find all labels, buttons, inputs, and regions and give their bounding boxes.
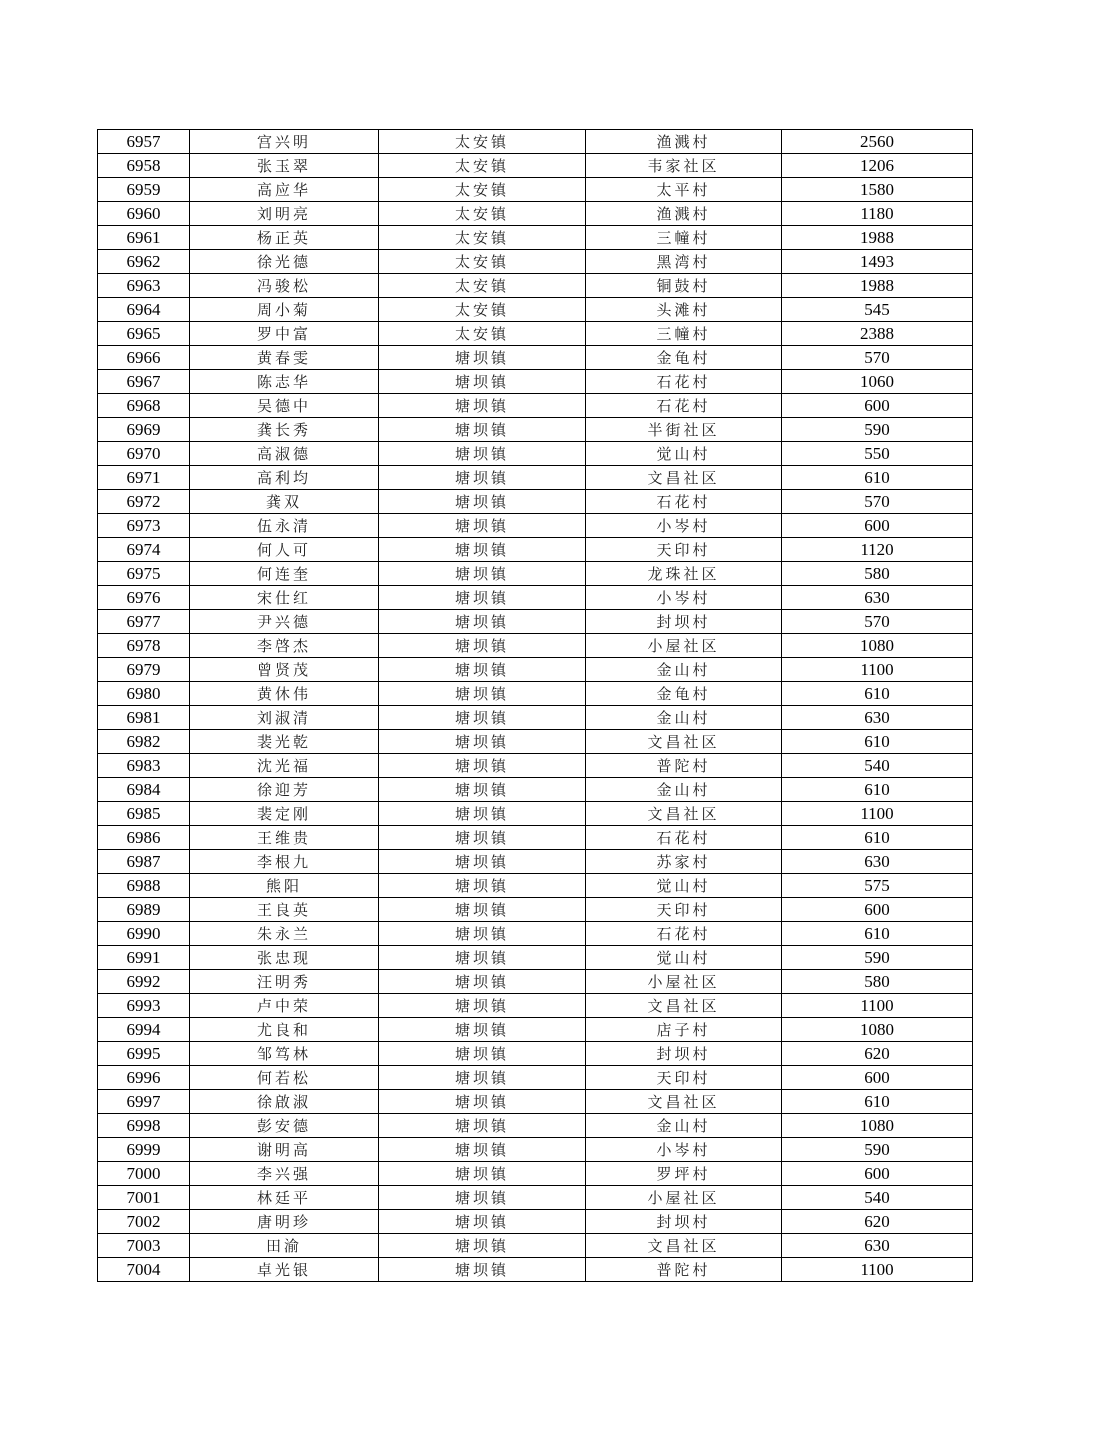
table-body: [98, 130, 973, 1282]
town-cell: 塘坝镇: [379, 1090, 586, 1114]
town-cell: 塘坝镇: [379, 898, 586, 922]
town-cell: 太安镇: [379, 130, 586, 154]
table-row: [98, 922, 973, 946]
name-cell: 徐啟淑: [190, 1090, 379, 1114]
town-cell: 太安镇: [379, 154, 586, 178]
table-row: [98, 370, 973, 394]
amount-cell: 580: [782, 970, 973, 994]
row-number-cell: 6976: [98, 586, 190, 610]
amount-cell: 1988: [782, 226, 973, 250]
row-number-cell: 6990: [98, 922, 190, 946]
table-row: [98, 802, 973, 826]
village-cell: 金山村: [586, 778, 782, 802]
amount-cell: 1100: [782, 658, 973, 682]
table-row: [98, 634, 973, 658]
village-cell: 铜鼓村: [586, 274, 782, 298]
table-row: [98, 514, 973, 538]
row-number-cell: 7004: [98, 1258, 190, 1282]
name-cell: 何人可: [190, 538, 379, 562]
table-row: [98, 1210, 973, 1234]
table-row: [98, 178, 973, 202]
row-number-cell: 6988: [98, 874, 190, 898]
village-cell: 渔溅村: [586, 202, 782, 226]
amount-cell: 2388: [782, 322, 973, 346]
amount-cell: 630: [782, 706, 973, 730]
village-cell: 觉山村: [586, 442, 782, 466]
town-cell: 塘坝镇: [379, 826, 586, 850]
name-cell: 尹兴德: [190, 610, 379, 634]
table-row: [98, 346, 973, 370]
village-cell: 小岑村: [586, 1138, 782, 1162]
row-number-cell: 6980: [98, 682, 190, 706]
amount-cell: 540: [782, 1186, 973, 1210]
amount-cell: 2560: [782, 130, 973, 154]
row-number-cell: 6968: [98, 394, 190, 418]
amount-cell: 590: [782, 418, 973, 442]
row-number-cell: 6961: [98, 226, 190, 250]
name-cell: 李兴强: [190, 1162, 379, 1186]
name-cell: 刘明亮: [190, 202, 379, 226]
village-cell: 小屋社区: [586, 1186, 782, 1210]
row-number-cell: 6979: [98, 658, 190, 682]
village-cell: 半街社区: [586, 418, 782, 442]
amount-cell: 1493: [782, 250, 973, 274]
row-number-cell: 6969: [98, 418, 190, 442]
village-cell: 石花村: [586, 394, 782, 418]
amount-cell: 570: [782, 610, 973, 634]
town-cell: 塘坝镇: [379, 850, 586, 874]
name-cell: 卓光银: [190, 1258, 379, 1282]
row-number-cell: 6972: [98, 490, 190, 514]
village-cell: 石花村: [586, 922, 782, 946]
table-row: [98, 466, 973, 490]
row-number-cell: 7001: [98, 1186, 190, 1210]
name-cell: 刘淑清: [190, 706, 379, 730]
row-number-cell: 6960: [98, 202, 190, 226]
town-cell: 塘坝镇: [379, 730, 586, 754]
table-row: [98, 778, 973, 802]
town-cell: 塘坝镇: [379, 706, 586, 730]
village-cell: 苏家村: [586, 850, 782, 874]
name-cell: 吴德中: [190, 394, 379, 418]
name-cell: 宋仕红: [190, 586, 379, 610]
village-cell: 金山村: [586, 706, 782, 730]
table-row: [98, 898, 973, 922]
name-cell: 陈志华: [190, 370, 379, 394]
village-cell: 黑湾村: [586, 250, 782, 274]
table-row: [98, 586, 973, 610]
name-cell: 周小菊: [190, 298, 379, 322]
village-cell: 太平村: [586, 178, 782, 202]
town-cell: 塘坝镇: [379, 490, 586, 514]
town-cell: 塘坝镇: [379, 1042, 586, 1066]
row-number-cell: 6991: [98, 946, 190, 970]
row-number-cell: 6995: [98, 1042, 190, 1066]
row-number-cell: 6977: [98, 610, 190, 634]
amount-cell: 630: [782, 850, 973, 874]
town-cell: 塘坝镇: [379, 658, 586, 682]
town-cell: 太安镇: [379, 298, 586, 322]
table-row: [98, 1258, 973, 1282]
village-cell: 头滩村: [586, 298, 782, 322]
village-cell: 小岑村: [586, 586, 782, 610]
row-number-cell: 6982: [98, 730, 190, 754]
name-cell: 裴定刚: [190, 802, 379, 826]
village-cell: 石花村: [586, 490, 782, 514]
village-cell: 石花村: [586, 370, 782, 394]
town-cell: 塘坝镇: [379, 586, 586, 610]
village-cell: 普陀村: [586, 754, 782, 778]
row-number-cell: 6957: [98, 130, 190, 154]
name-cell: 裴光乾: [190, 730, 379, 754]
name-cell: 王维贵: [190, 826, 379, 850]
town-cell: 塘坝镇: [379, 466, 586, 490]
town-cell: 塘坝镇: [379, 802, 586, 826]
table-row: [98, 154, 973, 178]
row-number-cell: 6987: [98, 850, 190, 874]
town-cell: 塘坝镇: [379, 1210, 586, 1234]
amount-cell: 1180: [782, 202, 973, 226]
village-cell: 韦家社区: [586, 154, 782, 178]
row-number-cell: 6984: [98, 778, 190, 802]
amount-cell: 620: [782, 1042, 973, 1066]
amount-cell: 1080: [782, 1114, 973, 1138]
table-row: [98, 538, 973, 562]
village-cell: 三幢村: [586, 226, 782, 250]
amount-cell: 600: [782, 898, 973, 922]
name-cell: 朱永兰: [190, 922, 379, 946]
village-cell: 小屋社区: [586, 634, 782, 658]
amount-cell: 1206: [782, 154, 973, 178]
town-cell: 塘坝镇: [379, 562, 586, 586]
amount-cell: 570: [782, 346, 973, 370]
name-cell: 伍永清: [190, 514, 379, 538]
table-row: [98, 274, 973, 298]
amount-cell: 1080: [782, 634, 973, 658]
town-cell: 塘坝镇: [379, 514, 586, 538]
row-number-cell: 6966: [98, 346, 190, 370]
row-number-cell: 6998: [98, 1114, 190, 1138]
table-row: [98, 322, 973, 346]
name-cell: 徐迎芳: [190, 778, 379, 802]
amount-cell: 600: [782, 1162, 973, 1186]
amount-cell: 570: [782, 490, 973, 514]
table-row: [98, 250, 973, 274]
village-cell: 文昌社区: [586, 1234, 782, 1258]
amount-cell: 610: [782, 826, 973, 850]
town-cell: 塘坝镇: [379, 1186, 586, 1210]
amount-cell: 610: [782, 682, 973, 706]
town-cell: 塘坝镇: [379, 418, 586, 442]
table-row: [98, 682, 973, 706]
town-cell: 塘坝镇: [379, 442, 586, 466]
village-cell: 小屋社区: [586, 970, 782, 994]
table-row: [98, 706, 973, 730]
village-cell: 龙珠社区: [586, 562, 782, 586]
row-number-cell: 6993: [98, 994, 190, 1018]
name-cell: 张玉翠: [190, 154, 379, 178]
town-cell: 塘坝镇: [379, 682, 586, 706]
town-cell: 塘坝镇: [379, 946, 586, 970]
table-row: [98, 226, 973, 250]
amount-cell: 1060: [782, 370, 973, 394]
row-number-cell: 6989: [98, 898, 190, 922]
town-cell: 太安镇: [379, 226, 586, 250]
town-cell: 塘坝镇: [379, 1258, 586, 1282]
table-row: [98, 1138, 973, 1162]
amount-cell: 590: [782, 946, 973, 970]
row-number-cell: 6962: [98, 250, 190, 274]
row-number-cell: 6959: [98, 178, 190, 202]
table-row: [98, 562, 973, 586]
name-cell: 李啓杰: [190, 634, 379, 658]
village-cell: 天印村: [586, 538, 782, 562]
row-number-cell: 6992: [98, 970, 190, 994]
village-cell: 觉山村: [586, 946, 782, 970]
town-cell: 塘坝镇: [379, 922, 586, 946]
amount-cell: 580: [782, 562, 973, 586]
town-cell: 塘坝镇: [379, 1066, 586, 1090]
village-cell: 文昌社区: [586, 730, 782, 754]
table-row: [98, 994, 973, 1018]
village-cell: 罗坪村: [586, 1162, 782, 1186]
table-row: [98, 1066, 973, 1090]
village-cell: 金龟村: [586, 682, 782, 706]
amount-cell: 1100: [782, 1258, 973, 1282]
town-cell: 太安镇: [379, 250, 586, 274]
name-cell: 罗中富: [190, 322, 379, 346]
row-number-cell: 6958: [98, 154, 190, 178]
town-cell: 塘坝镇: [379, 970, 586, 994]
name-cell: 王良英: [190, 898, 379, 922]
table-row: [98, 730, 973, 754]
table-row: [98, 826, 973, 850]
town-cell: 塘坝镇: [379, 1234, 586, 1258]
amount-cell: 610: [782, 1090, 973, 1114]
name-cell: 何连奎: [190, 562, 379, 586]
amount-cell: 610: [782, 922, 973, 946]
row-number-cell: 6999: [98, 1138, 190, 1162]
amount-cell: 610: [782, 466, 973, 490]
table-row: [98, 202, 973, 226]
town-cell: 太安镇: [379, 322, 586, 346]
town-cell: 塘坝镇: [379, 994, 586, 1018]
town-cell: 塘坝镇: [379, 778, 586, 802]
amount-cell: 610: [782, 778, 973, 802]
village-cell: 封坝村: [586, 1042, 782, 1066]
row-number-cell: 6986: [98, 826, 190, 850]
village-cell: 金山村: [586, 1114, 782, 1138]
town-cell: 塘坝镇: [379, 754, 586, 778]
row-number-cell: 7000: [98, 1162, 190, 1186]
amount-cell: 600: [782, 1066, 973, 1090]
name-cell: 唐明珍: [190, 1210, 379, 1234]
town-cell: 塘坝镇: [379, 1138, 586, 1162]
amount-cell: 630: [782, 1234, 973, 1258]
town-cell: 塘坝镇: [379, 346, 586, 370]
name-cell: 黄休伟: [190, 682, 379, 706]
name-cell: 杨正英: [190, 226, 379, 250]
village-cell: 文昌社区: [586, 1090, 782, 1114]
amount-cell: 1100: [782, 802, 973, 826]
name-cell: 邹笃林: [190, 1042, 379, 1066]
town-cell: 太安镇: [379, 178, 586, 202]
village-cell: 金山村: [586, 658, 782, 682]
name-cell: 李根九: [190, 850, 379, 874]
amount-cell: 575: [782, 874, 973, 898]
name-cell: 汪明秀: [190, 970, 379, 994]
table-row: [98, 394, 973, 418]
row-number-cell: 6996: [98, 1066, 190, 1090]
town-cell: 塘坝镇: [379, 634, 586, 658]
table-row: [98, 418, 973, 442]
name-cell: 龚双: [190, 490, 379, 514]
row-number-cell: 6985: [98, 802, 190, 826]
town-cell: 塘坝镇: [379, 370, 586, 394]
row-number-cell: 6974: [98, 538, 190, 562]
table-row: [98, 1186, 973, 1210]
village-cell: 封坝村: [586, 1210, 782, 1234]
amount-cell: 610: [782, 730, 973, 754]
amount-cell: 550: [782, 442, 973, 466]
table-row: [98, 442, 973, 466]
village-cell: 三幢村: [586, 322, 782, 346]
village-cell: 天印村: [586, 1066, 782, 1090]
row-number-cell: 7002: [98, 1210, 190, 1234]
name-cell: 田渝: [190, 1234, 379, 1258]
data-table: [97, 129, 973, 1282]
table-row: [98, 1090, 973, 1114]
name-cell: 高淑德: [190, 442, 379, 466]
town-cell: 塘坝镇: [379, 394, 586, 418]
town-cell: 太安镇: [379, 202, 586, 226]
name-cell: 谢明高: [190, 1138, 379, 1162]
amount-cell: 1580: [782, 178, 973, 202]
table-row: [98, 1234, 973, 1258]
name-cell: 卢中荣: [190, 994, 379, 1018]
table-row: [98, 970, 973, 994]
town-cell: 塘坝镇: [379, 874, 586, 898]
amount-cell: 630: [782, 586, 973, 610]
name-cell: 冯骏松: [190, 274, 379, 298]
amount-cell: 540: [782, 754, 973, 778]
village-cell: 渔溅村: [586, 130, 782, 154]
town-cell: 塘坝镇: [379, 538, 586, 562]
amount-cell: 1080: [782, 1018, 973, 1042]
name-cell: 高利均: [190, 466, 379, 490]
name-cell: 黄春雯: [190, 346, 379, 370]
table-row: [98, 130, 973, 154]
name-cell: 张忠现: [190, 946, 379, 970]
table-row: [98, 850, 973, 874]
row-number-cell: 6981: [98, 706, 190, 730]
amount-cell: 1988: [782, 274, 973, 298]
table-row: [98, 1114, 973, 1138]
table-row: [98, 1042, 973, 1066]
table-row: [98, 1018, 973, 1042]
amount-cell: 600: [782, 514, 973, 538]
amount-cell: 600: [782, 394, 973, 418]
row-number-cell: 6983: [98, 754, 190, 778]
row-number-cell: 6975: [98, 562, 190, 586]
row-number-cell: 6967: [98, 370, 190, 394]
name-cell: 曾贤茂: [190, 658, 379, 682]
village-cell: 文昌社区: [586, 466, 782, 490]
row-number-cell: 6964: [98, 298, 190, 322]
row-number-cell: 6978: [98, 634, 190, 658]
town-cell: 塘坝镇: [379, 1162, 586, 1186]
table-row: [98, 946, 973, 970]
amount-cell: 620: [782, 1210, 973, 1234]
row-number-cell: 6970: [98, 442, 190, 466]
table-row: [98, 490, 973, 514]
row-number-cell: 6965: [98, 322, 190, 346]
village-cell: 小岑村: [586, 514, 782, 538]
name-cell: 熊阳: [190, 874, 379, 898]
village-cell: 石花村: [586, 826, 782, 850]
village-cell: 天印村: [586, 898, 782, 922]
village-cell: 封坝村: [586, 610, 782, 634]
name-cell: 龚长秀: [190, 418, 379, 442]
town-cell: 塘坝镇: [379, 1018, 586, 1042]
row-number-cell: 6994: [98, 1018, 190, 1042]
amount-cell: 545: [782, 298, 973, 322]
name-cell: 何若松: [190, 1066, 379, 1090]
amount-cell: 1100: [782, 994, 973, 1018]
name-cell: 沈光福: [190, 754, 379, 778]
table-row: [98, 610, 973, 634]
name-cell: 高应华: [190, 178, 379, 202]
town-cell: 太安镇: [379, 274, 586, 298]
name-cell: 宫兴明: [190, 130, 379, 154]
name-cell: 徐光德: [190, 250, 379, 274]
village-cell: 金龟村: [586, 346, 782, 370]
table-row: [98, 874, 973, 898]
village-cell: 觉山村: [586, 874, 782, 898]
village-cell: 普陀村: [586, 1258, 782, 1282]
amount-cell: 1120: [782, 538, 973, 562]
table-row: [98, 658, 973, 682]
village-cell: 文昌社区: [586, 994, 782, 1018]
row-number-cell: 6963: [98, 274, 190, 298]
row-number-cell: 7003: [98, 1234, 190, 1258]
table-row: [98, 298, 973, 322]
village-cell: 文昌社区: [586, 802, 782, 826]
table-row: [98, 754, 973, 778]
village-cell: 店子村: [586, 1018, 782, 1042]
row-number-cell: 6997: [98, 1090, 190, 1114]
name-cell: 彭安德: [190, 1114, 379, 1138]
row-number-cell: 6973: [98, 514, 190, 538]
name-cell: 林廷平: [190, 1186, 379, 1210]
table-row: [98, 1162, 973, 1186]
name-cell: 尤良和: [190, 1018, 379, 1042]
town-cell: 塘坝镇: [379, 610, 586, 634]
town-cell: 塘坝镇: [379, 1114, 586, 1138]
amount-cell: 590: [782, 1138, 973, 1162]
row-number-cell: 6971: [98, 466, 190, 490]
